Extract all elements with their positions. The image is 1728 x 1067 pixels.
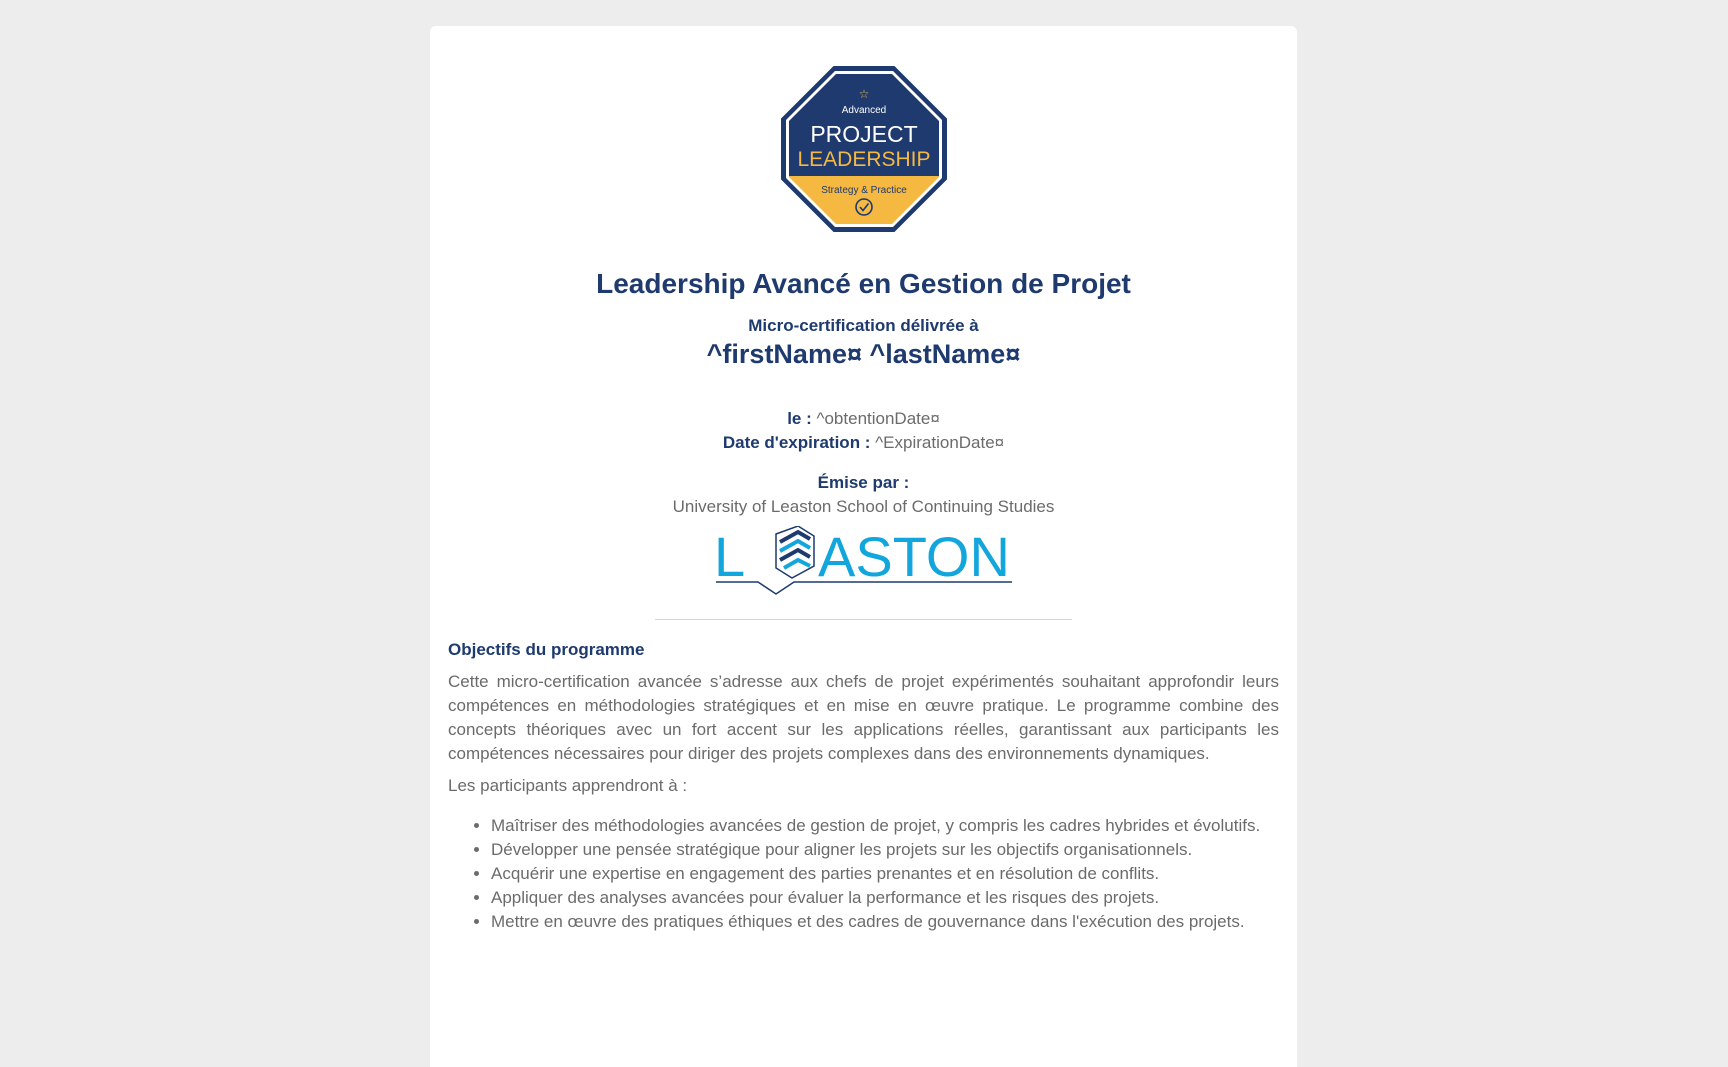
logo-text: ASTON <box>817 526 1010 588</box>
list-item: • Appliquer des analyses avancées pour évaluer la performance et les risques des projets. <box>491 886 1279 910</box>
list-item: • Acquérir une expertise en engagement des parties prenantes et en résolution de conflits. <box>491 862 1279 886</box>
certificate-title: Leadership Avancé en Gestion de Projet <box>596 268 1131 299</box>
delivered-label: Micro-certification délivrée à <box>748 316 979 335</box>
issued-by-label: Émise par : <box>817 473 910 492</box>
expiration-value: ^ExpirationDate¤ <box>875 433 1005 452</box>
badge-line1: PROJECT <box>809 121 918 147</box>
badge-bottom-text: Strategy & Practice <box>820 185 907 196</box>
list-item: • Mettre en œuvre des pratiques éthiques et des cadres de gouvernance dans l'exécution des projets. <box>491 910 1279 934</box>
list-item: • Développer une pensée stratégique pour aligner les projets sur les objectifs organisationnels. <box>491 838 1279 862</box>
cube-logo-icon <box>776 526 814 578</box>
issuer-name: University of Leaston School of Continuing Studies <box>672 497 1055 516</box>
logo-letter-l: L <box>713 526 745 588</box>
divider <box>655 619 1072 620</box>
objectives-list <box>448 814 1279 934</box>
star-icon: ☆ <box>858 87 869 101</box>
leaston-logo-svg <box>714 526 1014 600</box>
date-label: le : <box>787 409 812 428</box>
badge-top-text: Advanced <box>841 105 886 116</box>
badge-image <box>779 64 949 234</box>
recipient-name: ^firstName¤ ^lastName¤ <box>706 339 1021 369</box>
leaston-logo <box>714 526 1014 600</box>
list-item: • Maîtriser des méthodologies avancées de gestion de projet, y compris les cadres hybrides et évolutifs. <box>491 814 1279 838</box>
badge-svg <box>779 64 949 234</box>
date-value: ^obtentionDate¤ <box>816 409 940 428</box>
expiration-label: Date d'expiration : <box>722 433 871 452</box>
program-heading: Objectifs du programme <box>448 640 645 659</box>
objectives-intro: Les participants apprendront à : <box>448 776 688 795</box>
obtention-date-line <box>430 409 1297 429</box>
program-description: Cette micro-certification avancée s’adresse aux chefs de projet expérimentés souhaitant approfondir leurs compétences en méthodologies stratégiques et en mise en œuvre pratique. Le programme combine des concepts théoriques avec un fort accent sur les applications réelles, garantissant aux participants les compétences nécessaires pour diriger des projets complexes dans des environnements dynamiques. <box>448 672 1279 763</box>
expiration-date-line <box>430 433 1297 453</box>
certificate-card <box>430 26 1297 1067</box>
program-section <box>448 638 1279 934</box>
badge-line2: LEADERSHIP <box>796 148 931 171</box>
